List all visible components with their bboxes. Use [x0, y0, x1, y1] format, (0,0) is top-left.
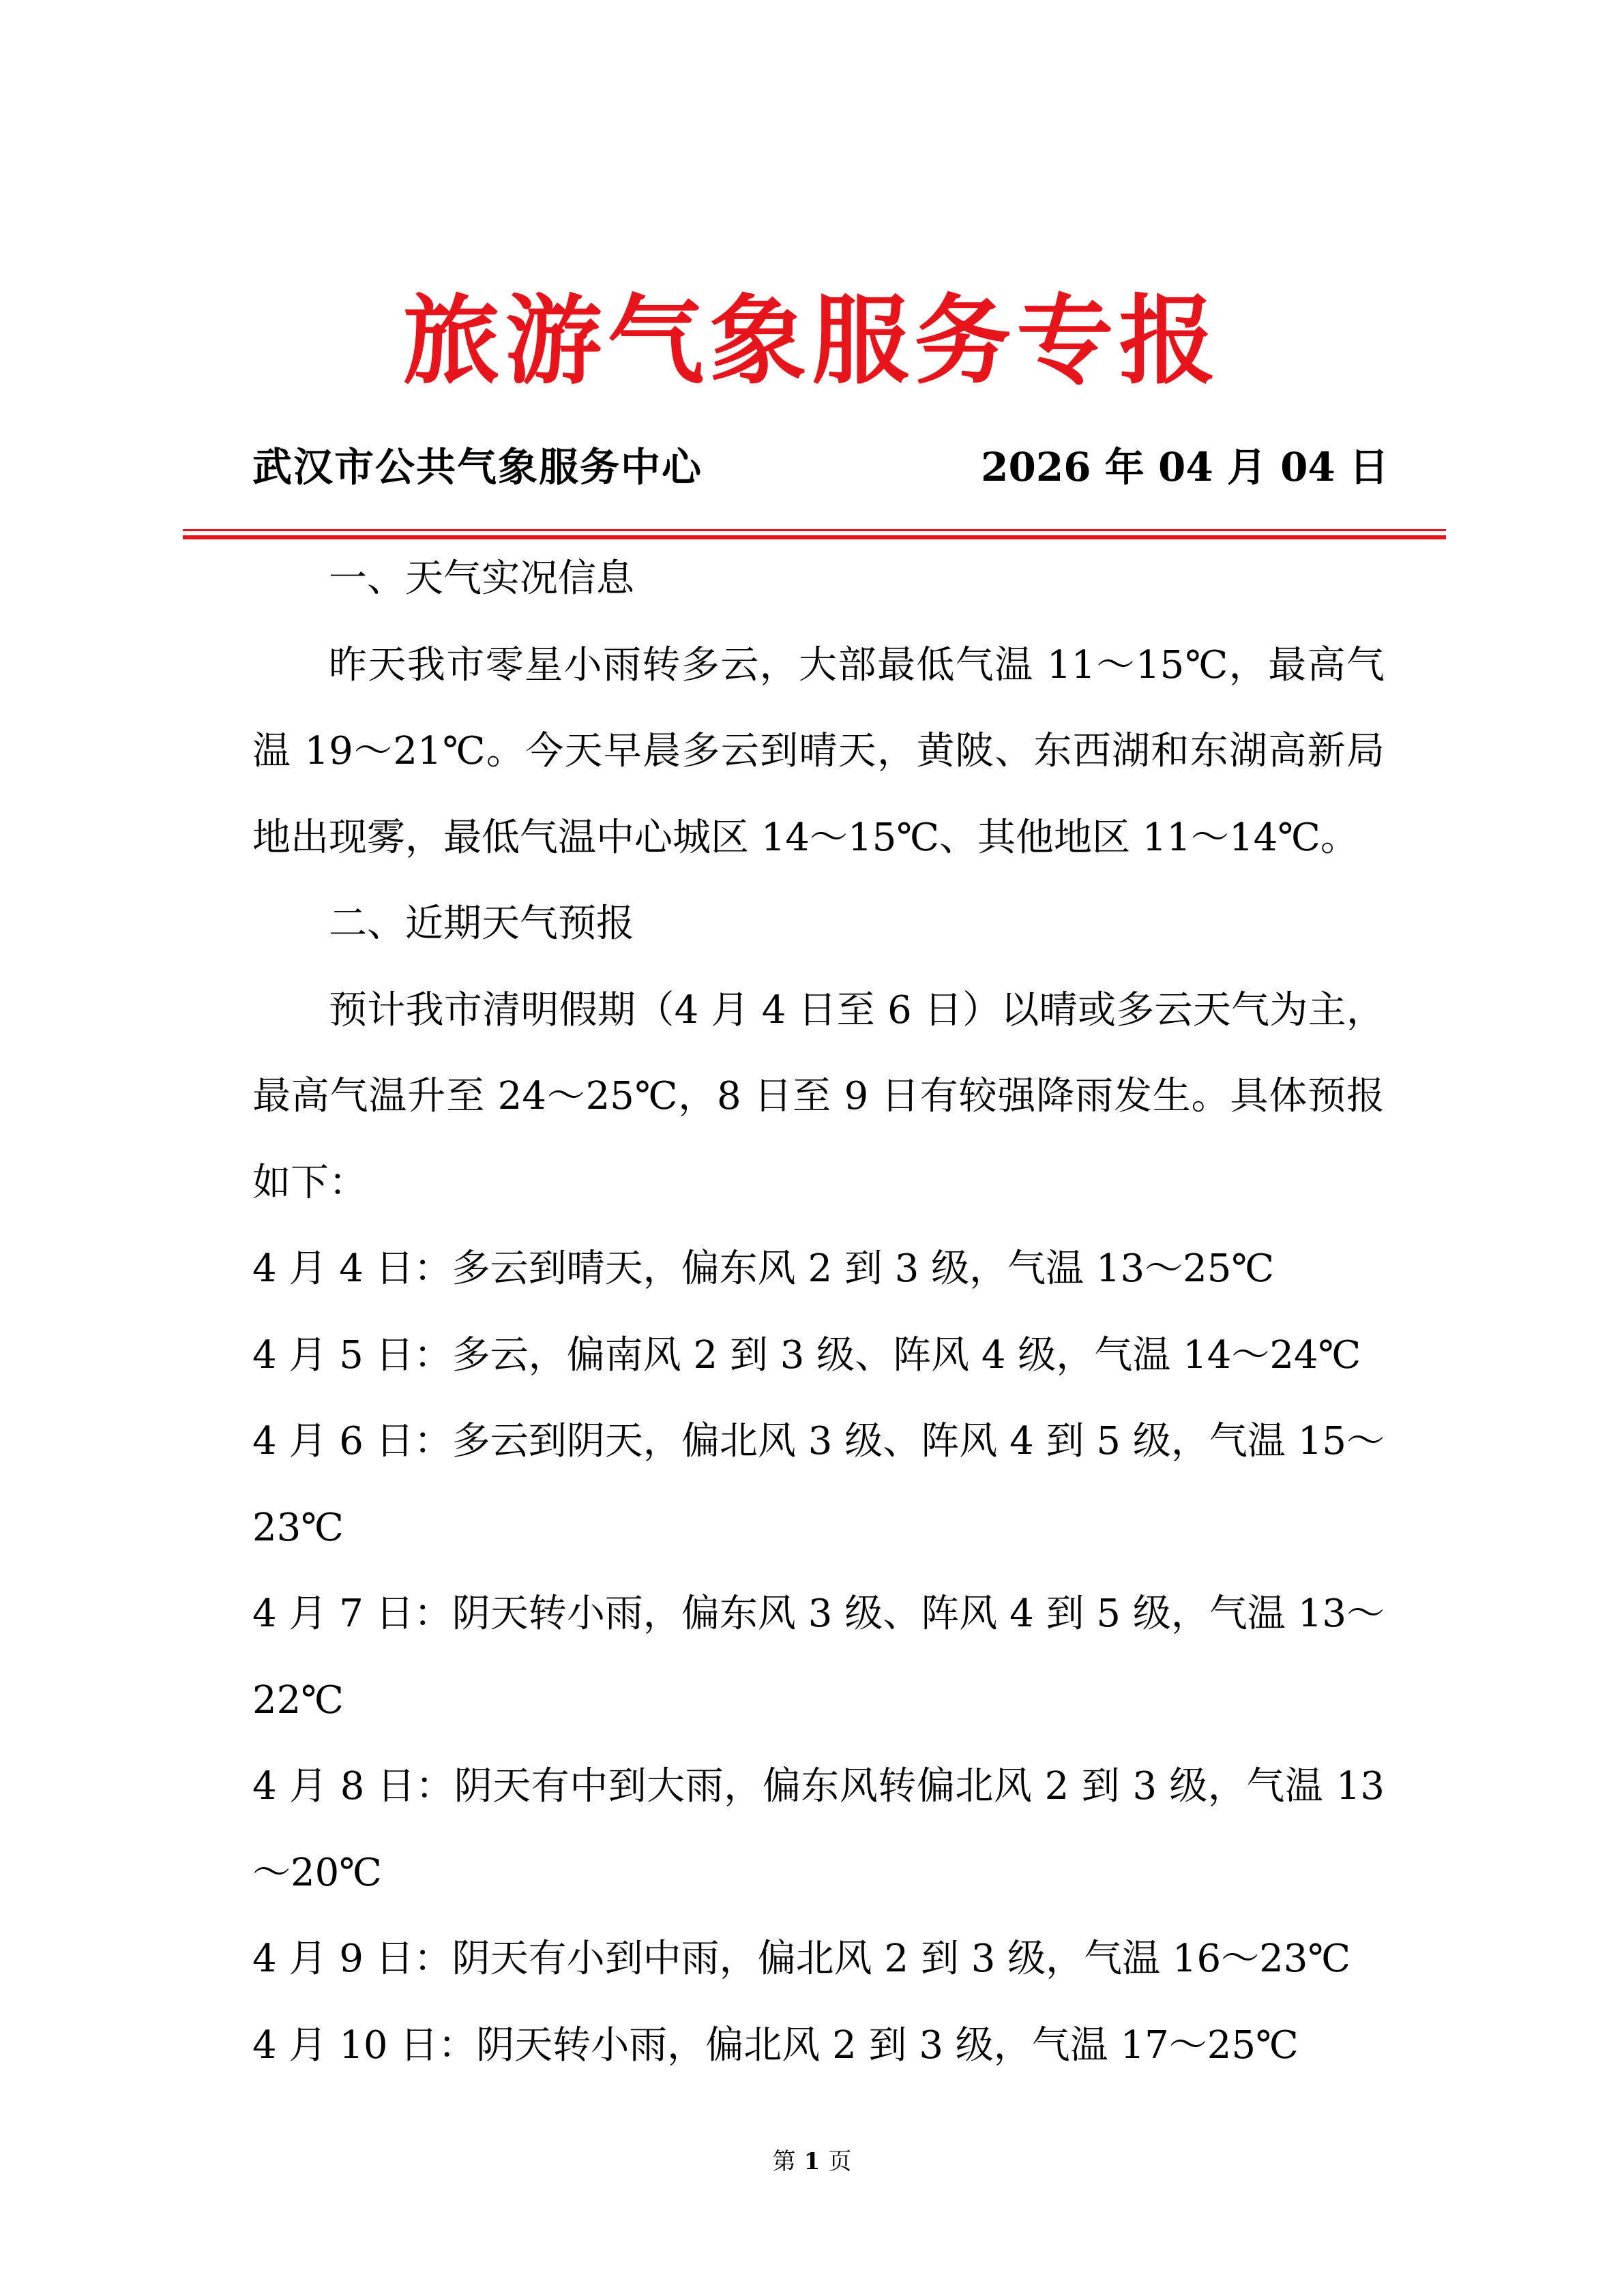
- section-paragraph-forecast-intro: 预计我市清明假期（4 月 4 日至 6 日）以晴或多云天气为主，最高气温升至 24～25℃，8 日至 9 日有较强降雨发生。具体预报如下：: [252, 987, 1385, 1205]
- forecast-line: 4 月 9 日：阴天有小到中雨，偏北风 2 到 3 级，气温 16～23℃: [252, 1937, 1351, 1981]
- section-heading-forecast: 二、近期天气预报: [329, 901, 634, 946]
- forecast-line: 4 月 7 日：阴天转小雨，偏东风 3 级、阵风 4 到 5 级，气温 13～22℃: [252, 1592, 1385, 1723]
- forecast-line: 4 月 5 日：多云，偏南风 2 到 3 级、阵风 4 级，气温 14～24℃: [252, 1332, 1361, 1377]
- forecast-line: 4 月 4 日：多云到晴天，偏东风 2 到 3 级，气温 13～25℃: [252, 1247, 1275, 1291]
- page-footer: [0, 2145, 1624, 2179]
- issue-date: 2026 年 04 月 04 日: [981, 444, 1389, 490]
- page-number: 1: [803, 2148, 821, 2175]
- issuer-name: 武汉市公共气象服务中心: [252, 444, 703, 490]
- section-heading-weather-observation: 一、天气实况信息: [329, 556, 634, 601]
- document-body: [252, 536, 1385, 2089]
- forecast-line: 4 月 6 日：多云到阴天，偏北风 3 级、阵风 4 到 5 级，气温 15～23℃: [252, 1419, 1385, 1550]
- forecast-line: 4 月 10 日：阴天转小雨，偏北风 2 到 3 级，气温 17～25℃: [252, 2023, 1299, 2068]
- forecast-line: 4 月 8 日：阴天有中到大雨，偏东风转偏北风 2 到 3 级，气温 13～20℃: [252, 1764, 1385, 1895]
- document-title: 旅游气象服务专报: [402, 284, 1222, 398]
- page-label-prefix: 第: [772, 2148, 796, 2175]
- page-label-suffix: 页: [828, 2148, 852, 2175]
- header-divider-thin: [183, 529, 1446, 531]
- section-paragraph-weather-observation: 昨天我市零星小雨转多云，大部最低气温 11～15℃，最高气温 19～21℃。今天早晨多云到晴天，黄陂、东西湖和东湖高新局地出现雾，最低气温中心城区 14～15℃、其他地区 11～14℃。: [252, 642, 1385, 860]
